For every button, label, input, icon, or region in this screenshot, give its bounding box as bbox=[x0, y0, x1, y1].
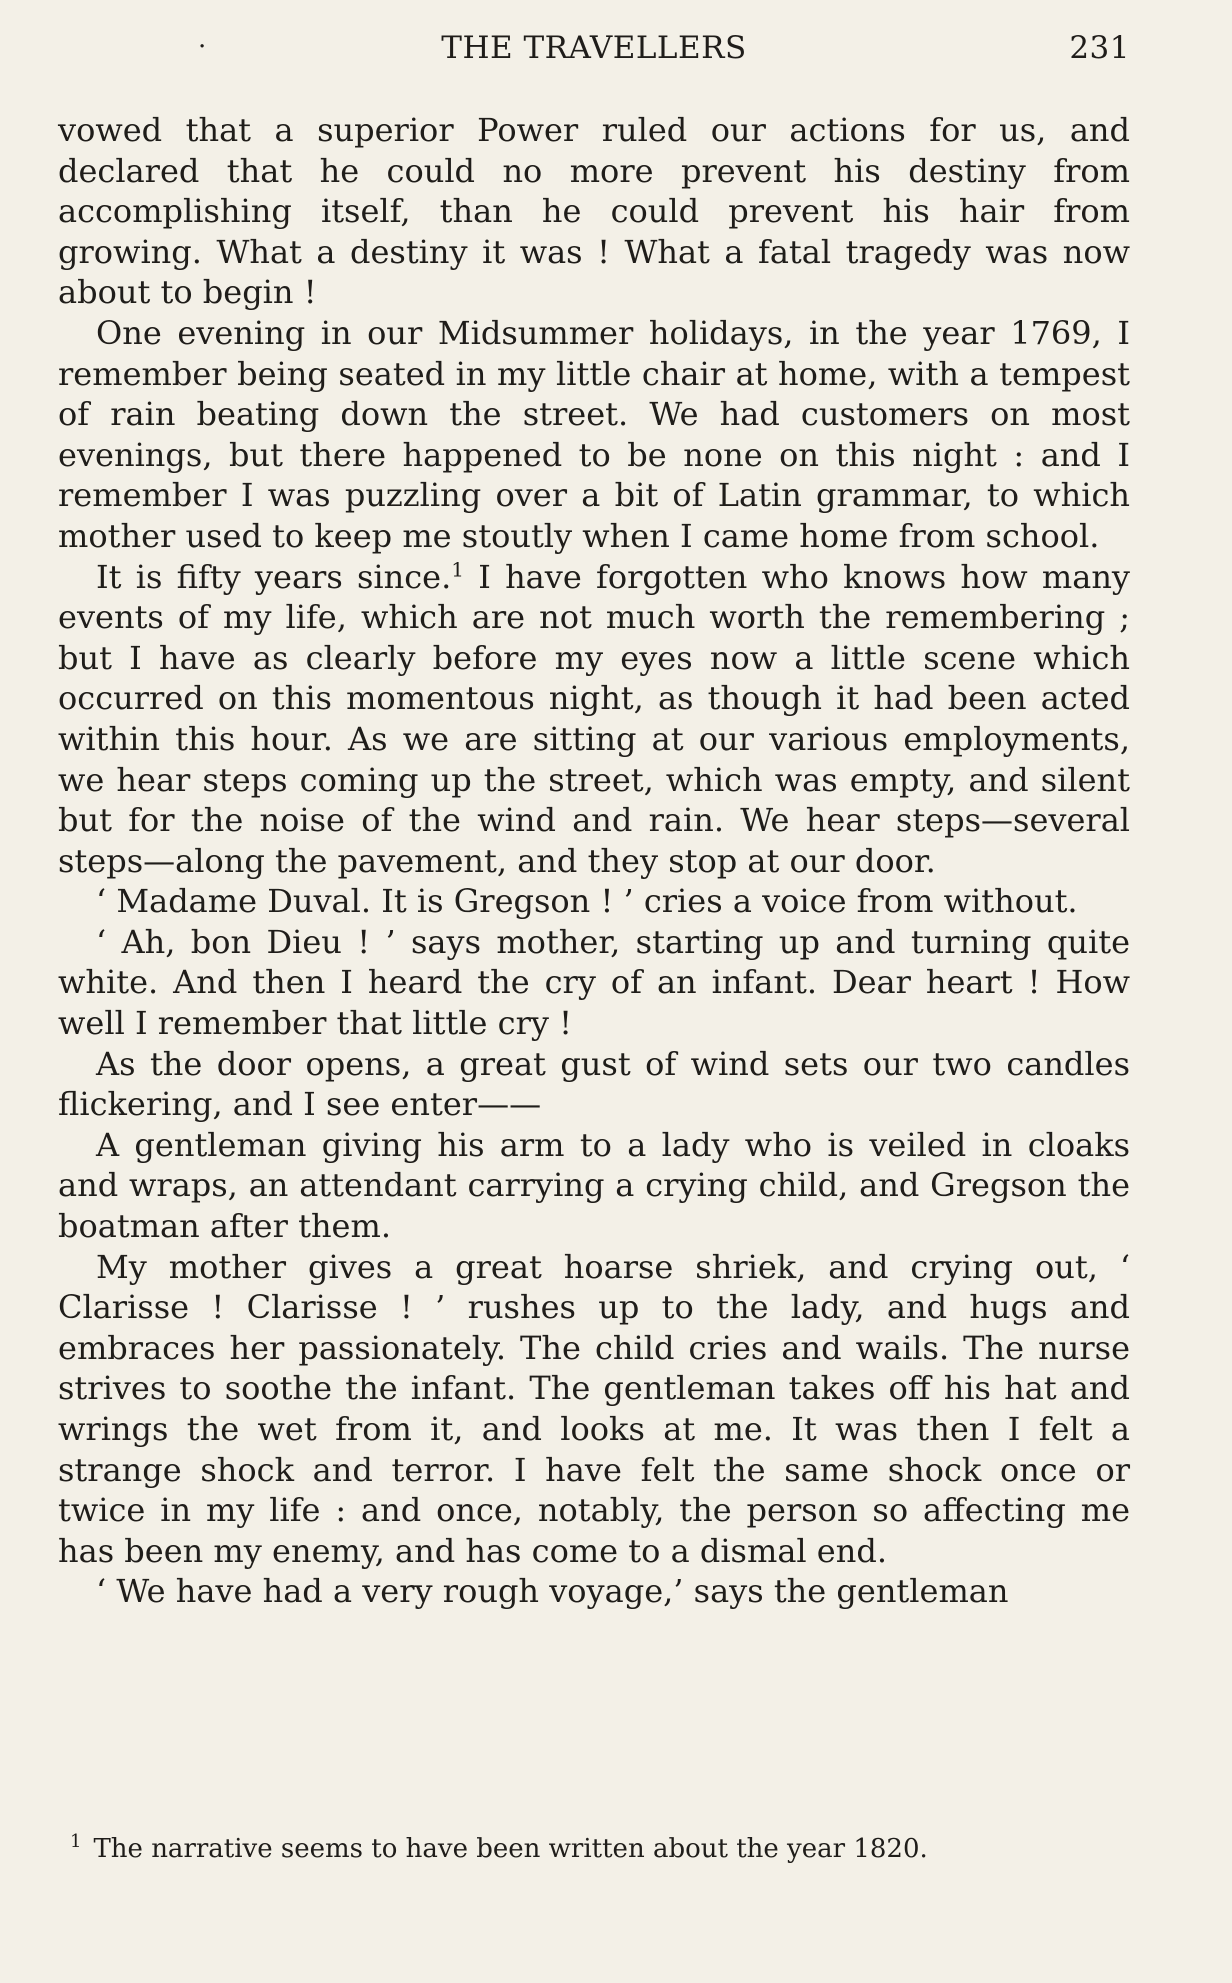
footnote bbox=[70, 1832, 1130, 1866]
page-header bbox=[58, 30, 1130, 74]
footnote-text: The narrative seems to have been written about the year 1820. bbox=[93, 1834, 928, 1864]
paragraph-3 bbox=[58, 557, 1130, 882]
footnote-mark: 1 bbox=[70, 1831, 82, 1853]
header-dot: · bbox=[198, 32, 207, 62]
paragraph-5: ‘ Ah, bon Dieu ! ’ says mother, starting up and turning quite white. And then I heard the cry of an infant. Dear heart ! How well I remember that little cry ! bbox=[58, 922, 1130, 1043]
paragraph-3-start: It is fifty years since. bbox=[96, 557, 452, 596]
page-number: 231 bbox=[1069, 30, 1130, 66]
paragraph-7: A gentleman giving his arm to a lady who is veiled in cloaks and wraps, an attendant carrying a crying child, and Gregson the boatman after them. bbox=[58, 1125, 1130, 1246]
running-title: THE TRAVELLERS bbox=[441, 30, 747, 66]
paragraph-9: ‘ We have had a very rough voyage,’ says the gentleman bbox=[96, 1572, 1009, 1611]
paragraph-8: My mother gives a great hoarse shriek, and crying out, ‘ Clarisse ! Clarisse ! ’ rushes up to the lady, and hugs and embraces her passionately. The child cries and wails. The nurse strives to soothe the infant. The gentleman takes off his hat and wrings the wet from it, and looks at me. It was then I felt a strange shock and terror. I have felt the same shock once or twice in my life : and once, notably, the person so affecting me has been my enemy, and has come to a dismal end. bbox=[58, 1247, 1130, 1570]
body-text bbox=[58, 110, 1130, 1612]
paragraph-2: One evening in our Midsummer holidays, in the year 1769, I remember being seated in my little chair at home, with a tempest of rain beating down the street. We had customers on most evenings, but there happened to be none on this night : and I remember I was puzzling over a bit of Latin grammar, to which mother used to keep me stoutly when I came home from school. bbox=[58, 313, 1130, 555]
paragraph-3-rest: I have forgotten who knows how many events of my life, which are not much worth the remembering ; but I have as clearly before my eyes now a little scene which occurred on this momentous night, as though it had been acted within this hour. As we are sitting at our various employments, we hear steps coming up the street, which was empty, and silent but for the noise of the wind and rain. We hear steps—several steps—along the pavement, and they stop at our door. bbox=[58, 557, 1131, 880]
paragraph-4: ‘ Madame Duval. It is Gregson ! ’ cries a voice from without. bbox=[96, 882, 1078, 921]
paragraph-6: As the door opens, a great gust of wind sets our two candles flickering, and I see enter—— bbox=[58, 1044, 1130, 1124]
footnote-reference: 1 bbox=[451, 556, 464, 581]
paragraph-1: vowed that a superior Power ruled our actions for us, and declared that he could no more prevent his destiny from accomplishing itself, than he could prevent his hair from growing. What a destiny it was ! What a fatal tragedy was now about to begin ! bbox=[58, 111, 1130, 312]
